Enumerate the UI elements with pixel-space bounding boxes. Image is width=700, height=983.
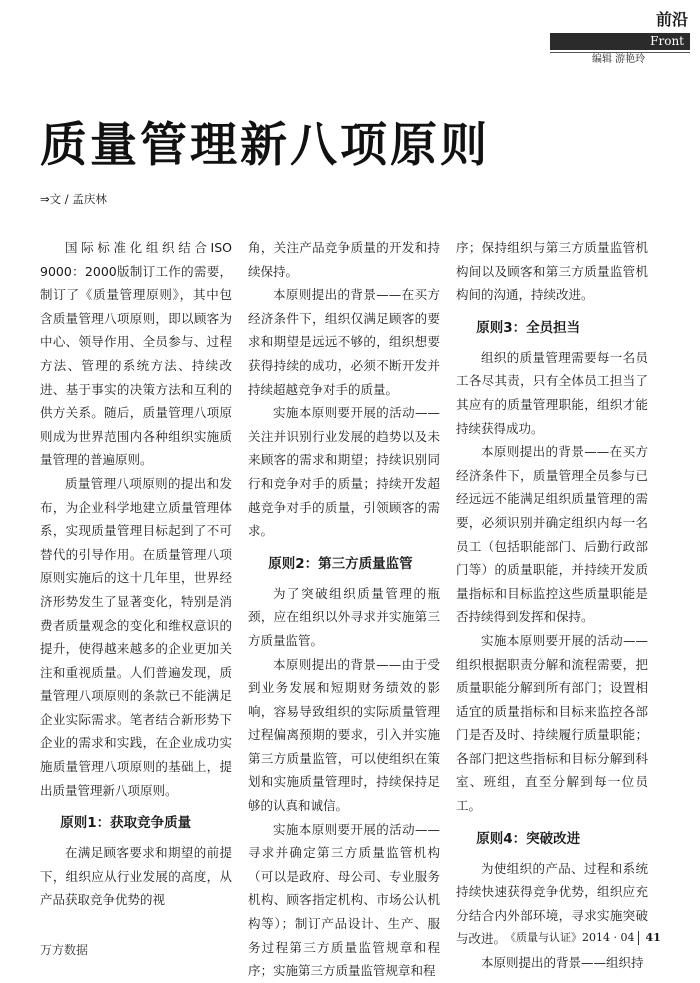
paragraph: 序；保持组织与第三方质量监管机构间以及顾客和第三方质量监管机构间的沟通，持续改进。 <box>456 240 648 303</box>
paragraph: 为使组织的产品、过程和系统持续快速获得竞争优势，组织应充分结合内外部环境，寻求实施突破与改进。 <box>456 860 648 947</box>
paragraph: 质量管理八项原则的提出和发布，为企业科学地建立质量管理体系，实现质量管理目标起到了不可替代的引导作用。在质量管理八项原则实施后的这十几年里，世界经济形势发生了显著变化，特别是消费者质量观念的变化和维权意识的提升，使得越来越多的企业更加关注和重视质量。人们普遍发现，质量管理八项原则的条款已不能满足企业实际需求。笔者结合新形势下企业的需求和实践，在企业成功实施质量管理八项原则的基础上，提出质量管理新八项原则。 <box>40 475 232 798</box>
source-watermark: 万方数据 <box>40 943 89 957</box>
paragraph: 本原则提出的背景——在买方经济条件下，组织仅满足顾客的要求和期望是远远不够的，组织想要获得持续的成功，必须不断开发并持续超越竞争对手的质量。 <box>248 287 440 397</box>
paragraph: 在满足顾客要求和期望的前提下，组织应从行业发展的高度，从产品获取竞争优势的视 <box>40 845 232 908</box>
article-title: 质量管理新八项原则 <box>40 118 490 173</box>
page-footer <box>505 930 661 946</box>
paragraph: 为了突破组织质量管理的瓶颈，应在组织以外寻求并实施第三方质量监管。 <box>248 585 440 648</box>
paragraph: 实施本原则要开展的活动——关注并识别行业发展的趋势以及未来顾客的需求和期望；持续识别同行和竞争对手的质量；持续开发超越竞争对手的质量，引领顾客的需求。 <box>248 405 440 539</box>
page-number: 41 <box>645 931 661 944</box>
principle-heading: 原则1：获取竞争质量 <box>60 815 192 832</box>
paragraph: 实施本原则要开展的活动——组织根据职责分解和流程需要，把质量职能分解到所有部门；设置相适宜的质量指标和目标来监控各部门是否及时、持续履行质量职能；各部门把这些指标和目标分解到科室、班组，直至分解到每一位员工。 <box>456 632 648 814</box>
paragraph: 本原则提出的背景——组织持 <box>481 955 644 971</box>
journal-issue: 《质量与认证》2014 · 04 <box>505 931 635 944</box>
section-title-cn: 前沿 <box>655 10 688 29</box>
section-title-en: Front <box>550 33 690 50</box>
paragraph: 组织的质量管理需要每一名员工各尽其责，只有全体员工担当了其应有的质量管理职能，组织才能持续获得成功。 <box>456 349 648 436</box>
section-header <box>550 10 690 67</box>
text-column-3 <box>456 236 648 975</box>
principle-heading: 原则2：第三方质量监管 <box>268 555 413 572</box>
text-column-2 <box>248 236 440 983</box>
article-author: ⇒文 / 孟庆林 <box>40 192 107 206</box>
paragraph: 国际标准化组织结合ISO 9000：2000版制订工作的需要，制订了《质量管理原则》，其中包含质量管理八项原则，即以顾客为中心、领导作用、全员参与、过程方法、管理的系统方法、持续改进、基于事实的决策方法和互利的供方关系。随后，质量管理八项原则成为世界范围内各种组织实施质量管理的普遍原则。 <box>40 240 232 468</box>
paragraph: 角，关注产品竞争质量的开发和持续保持。 <box>248 240 440 279</box>
paragraph: 本原则提出的背景——在买方经济条件下，质量管理全员参与已经远远不能满足组织质量管理的需要，必须识别并确定组织内每一名员工（包括职能部门、后勤行政部门等）的质量职能，并持续开发质量指标和目标监控这些质量职能是否持续得到发挥和保持。 <box>456 444 648 625</box>
principle-heading: 原则4：突破改进 <box>476 830 581 847</box>
paragraph: 实施本原则要开展的活动——寻求并确定第三方质量监管机构（可以是政府、母公司、专业服务机构、顾客指定机构、市场公认机构等）；制订产品设计、生产、服务过程第三方质量监管规章和程序；实施第三方质量监管规章和程 <box>248 821 440 979</box>
paragraph: 本原则提出的背景——由于受到业务发展和短期财务绩效的影响，容易导致组织的实际质量管理过程偏离预期的要求，引入并实施第三方质量监管，可以使组织在策划和实施质量管理时，持续保持足够的认真和诚信。 <box>248 656 440 814</box>
footer-divider <box>638 931 639 945</box>
text-column-1 <box>40 236 232 912</box>
editor-credit: 编辑 游艳玲 <box>550 52 690 67</box>
principle-heading: 原则3：全员担当 <box>476 319 581 336</box>
